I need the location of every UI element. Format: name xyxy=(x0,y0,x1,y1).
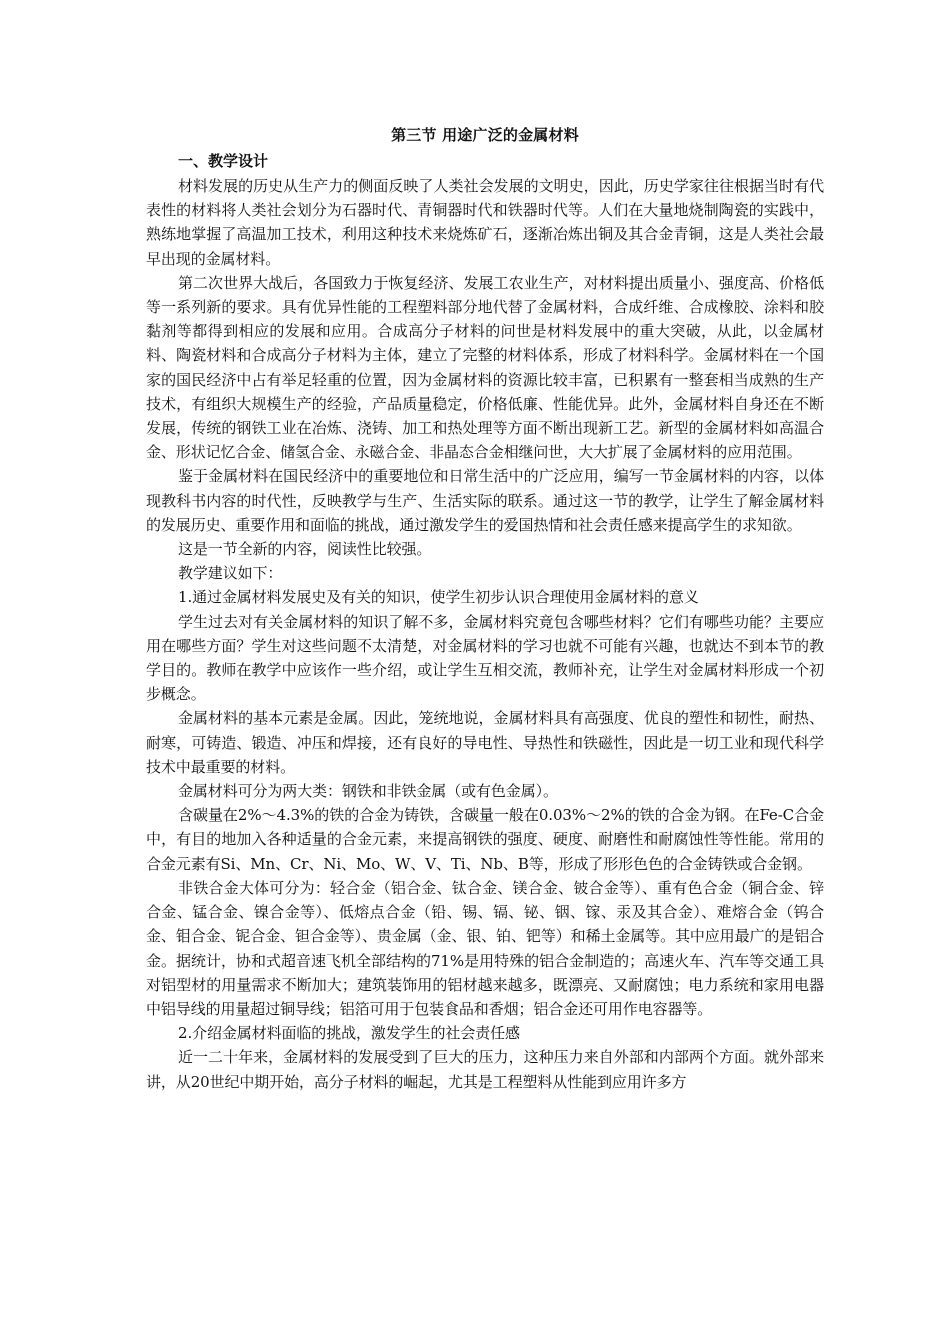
paragraph-basic-elements: 金属材料的基本元素是金属。因此，笼统地说，金属材料具有高强度、优良的塑性和韧性，耐热、耐寒，可铸造、锻造、冲压和焊接，还有良好的导电性、导热性和铁磁性，因此是一切工业和现代科学技术中最重要的材料。 xyxy=(146,709,824,776)
paragraph-postwar: 第二次世界大战后，各国致力于恢复经济、发展工农业生产，对材料提出质量小、强度高、价格低等一系列新的要求。具有优异性能的工程塑料部分地代替了金属材料，合成纤维、合成橡胶、涂料和胶黏剂等都得到相应的发展和应用。合成高分子材料的问世是材料发展中的重大突破，从此，以金属材料、陶瓷材料和合成高分子材料为主体，建立了完整的材料体系，形成了材料科学。金属材料在一个国家的国民经济中占有举足轻重的位置，因为金属材料的资源比较丰富，已积累有一整套相当成熟的生产技术，有组织大规模生产的经验，产品质量稳定，价格低廉、性能优异。此外，金属材料自身还在不断发展，传统的钢铁工业在冶炼、浇铸、加工和热处理等方面不断出现新工艺。新型的金属材料如高温合金、形状记忆合金、储氢合金、永磁合金、非晶态合金相继问世，大大扩展了金属材料的应用范围。 xyxy=(146,273,824,462)
paragraph-carbon-content: 含碳量在2%～4.3%的铁的合金为铸铁，含碳量一般在0.03%～2%的铁的合金为钢。在Fe-C合金中，有目的地加入各种适量的合金元素，来提高钢铁的强度、硬度、耐磨性和耐腐蚀性等性能。常用的合金元素有Si、Mn、Cr、Ni、Mo、W、V、Ti、Nb、B等，形成了形形色色的合金铸铁或合金钢。 xyxy=(146,806,824,873)
paragraph-two-categories: 金属材料可分为两大类：钢铁和非铁金属（或有色金属）。 xyxy=(178,782,558,801)
suggestion-1-heading: 1.通过金属材料发展史及有关的知识，使学生初步认识合理使用金属材料的意义 xyxy=(178,588,699,607)
paragraph-nonferrous: 非铁合金大体可分为：轻合金（铝合金、钛合金、镁合金、铍合金等）、重有色合金（铜合金、锌合金、锰合金、镍合金等）、低熔点合金（铅、锡、镉、铋、铟、镓、汞及其合金）、难熔合金（钨合金、钼合金、铌合金、钽合金等）、贵金属（金、银、铂、钯等）和稀土金属等。其中应用最广的是铝合金。据统计，协和式超音速飞机全部结构的71%是用特殊的铝合金制造的；高速火车、汽车等交通工具对铝型材的用量需求不断加大；建筑装饰用的铝材越来越多，既漂亮、又耐腐蚀；电力系统和家用电器中铝导线的用量超过铜导线；铝箔可用于包装食品和香烟；铝合金还可用作电容器等。 xyxy=(146,878,824,1018)
paragraph-suggestions-intro: 教学建议如下： xyxy=(178,564,283,583)
paragraph-purpose: 鉴于金属材料在国民经济中的重要地位和日常生活中的广泛应用，编写一节金属材料的内容，以体现教科书内容的时代性，反映教学与生产、生活实际的联系。通过这一节的教学，让学生了解金属材料的发展历史、重要作用和面临的挑战，通过激发学生的爱国热情和社会责任感来提高学生的求知欲。 xyxy=(146,467,824,534)
paragraph-history: 材料发展的历史从生产力的侧面反映了人类社会发展的文明史，因此，历史学家往往根据当时有代表性的材料将人类社会划分为石器时代、青铜器时代和铁器时代等。人们在大量地烧制陶瓷的实践中，熟练地掌握了高温加工技术，利用这种技术来烧炼矿石，逐渐冶炼出铜及其合金青铜，这是人类社会最早出现的金属材料。 xyxy=(146,177,824,268)
section-heading: 一、教学设计 xyxy=(178,152,269,170)
paragraph-challenges: 近一二十年来，金属材料的发展受到了巨大的压力，这种压力来自外部和内部两个方面。就外部来讲，从20世纪中期开始，高分子材料的崛起，尤其是工程塑料从性能到应用许多方 xyxy=(146,1048,824,1091)
paragraph-students: 学生过去对有关金属材料的知识了解不多，金属材料究竟包含哪些材料？它们有哪些功能？主要应用在哪些方面？学生对这些问题不太清楚，对金属材料的学习也就不可能有兴趣，也就达不到本节的教学目的。教师在教学中应该作一些介绍，或让学生互相交流，教师补充，让学生对金属材料形成一个初步概念。 xyxy=(146,612,824,704)
suggestion-2-heading: 2.介绍金属材料面临的挑战，激发学生的社会责任感 xyxy=(178,1024,520,1043)
paragraph-note: 这是一节全新的内容，阅读性比较强。 xyxy=(178,540,432,559)
page-title: 第三节 用途广泛的金属材料 xyxy=(391,126,579,144)
document-page xyxy=(146,122,824,1094)
